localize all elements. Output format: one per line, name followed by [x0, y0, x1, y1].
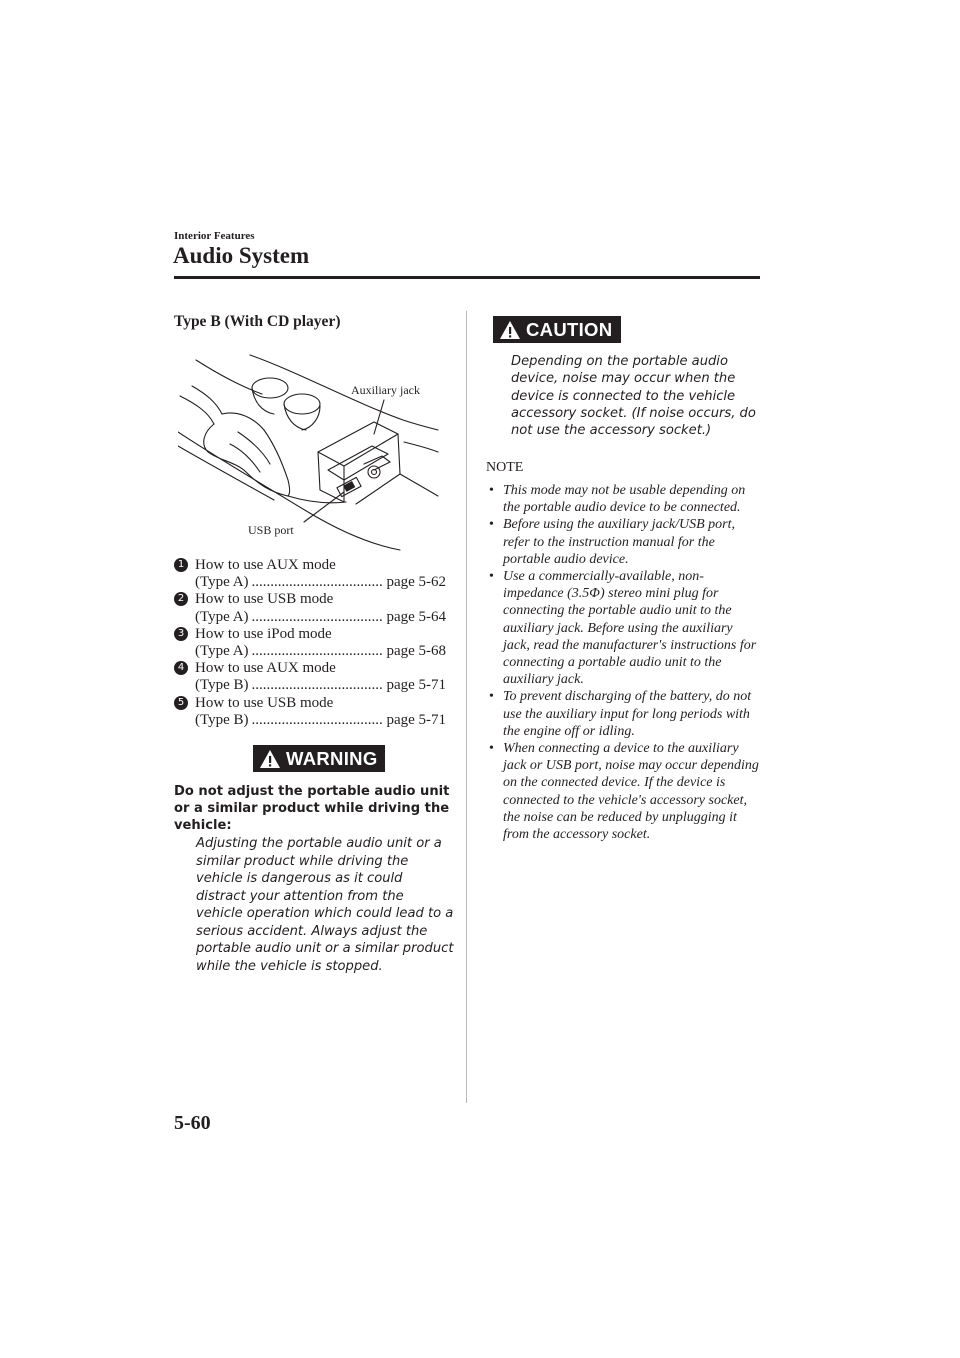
leader-dots: [252, 609, 384, 626]
subheading: Type B (With CD player): [174, 313, 341, 330]
reference-title: How to use USB mode: [195, 694, 334, 711]
reference-type: (Type A): [195, 643, 249, 660]
leader-dots: [252, 677, 384, 694]
note-text: Use a commercially-available, non-impedance (3.5Φ) stereo mini plug for connecting the portable audio unit to the auxiliary jack. Before using the auxiliary jack, read the manufacturer's instructions for connecting a portable audio unit to the auxiliary jack.: [503, 569, 757, 688]
note-item: [486, 568, 762, 688]
note-item: [486, 516, 762, 568]
reference-page: page 5-71: [386, 677, 446, 694]
warning-body-text: Adjusting the portable audio unit or a similar product while driving the vehicle is dangerous as it could distract your attention from the vehicle operation which could lead to a serious accident. Always adjust the portable audio unit or a similar product while the vehicle is stopped.: [196, 836, 454, 974]
bullet-icon: •: [489, 689, 494, 705]
reference-title: How to use AUX mode: [195, 557, 336, 573]
page-title: Audio System: [173, 243, 310, 268]
note-item: [486, 482, 762, 516]
number-3-icon: 3: [174, 627, 188, 641]
note-text: To prevent discharging of the battery, do not use the auxiliary input for long periods with the engine off or idling.: [503, 689, 752, 739]
bullet-icon: •: [489, 517, 494, 533]
reference-page: page 5-64: [386, 608, 446, 625]
leader-dots: [252, 712, 384, 729]
number-2-icon: 2: [174, 592, 188, 606]
page-number: 5-60: [174, 1112, 211, 1134]
note-text: When connecting a device to the auxiliary jack or USB port, noise may occur depending on the connected device. If the device is connected to the vehicle's accessory socket, the noise can be reduced by unplugging it from the accessory socket.: [503, 741, 759, 843]
bullet-icon: •: [489, 569, 494, 585]
reference-item: [174, 626, 446, 660]
note-item: [486, 688, 762, 740]
note-list: [486, 482, 762, 843]
reference-page: page 5-71: [386, 711, 446, 728]
auxiliary-jack-label: Auxiliary jack: [351, 383, 420, 397]
note-text: This mode may not be usable depending on the portable audio device to be connected.: [503, 483, 746, 516]
reference-title: How to use USB mode: [195, 591, 334, 608]
section-label: Interior Features: [174, 230, 255, 242]
reference-item: [174, 557, 446, 591]
reference-page: page 5-68: [386, 643, 446, 660]
number-5-icon: 5: [174, 696, 188, 710]
note-item: [486, 740, 762, 843]
note-text: Before using the auxiliary jack/USB port, refer to the instruction manual for the portable audio device.: [503, 517, 735, 567]
reference-title: How to use AUX mode: [195, 660, 336, 677]
leader-dots: [252, 574, 384, 591]
warning-badge: [253, 745, 385, 772]
reference-type: (Type B): [195, 711, 249, 728]
leader-dots: [252, 643, 384, 660]
caution-triangle-icon: [499, 320, 521, 340]
bullet-icon: •: [489, 741, 494, 757]
title-rule: [174, 276, 760, 279]
reference-list: [174, 557, 446, 729]
note-heading: NOTE: [486, 460, 524, 475]
reference-type: (Type A): [195, 608, 249, 625]
reference-type: (Type A): [195, 574, 249, 591]
bullet-icon: •: [489, 483, 494, 498]
reference-type: (Type B): [195, 677, 249, 694]
reference-item: [174, 695, 446, 729]
reference-item: [174, 591, 446, 625]
reference-item: [174, 660, 446, 694]
number-4-icon: 4: [174, 661, 188, 675]
caution-badge: [493, 316, 621, 343]
warning-label: WARNING: [286, 747, 378, 769]
column-divider: [466, 311, 467, 1103]
reference-title: How to use iPod mode: [195, 625, 332, 642]
warning-triangle-icon: [259, 749, 281, 769]
warning-lead-text: Do not adjust the portable audio unit or a similar product while driving the vehicle:: [174, 784, 450, 834]
console-illustration: [178, 352, 440, 552]
caution-body-text: Depending on the portable audio device, noise may occur when the device is connected to the vehicle accessory socket. (If noise occurs, do not use the accessory socket.): [511, 354, 756, 439]
reference-page: page 5-62: [386, 574, 446, 591]
usb-port-label: USB port: [248, 523, 294, 537]
number-1-icon: 1: [174, 558, 188, 572]
console-drawing: [178, 352, 440, 552]
caution-label: CAUTION: [526, 318, 613, 340]
